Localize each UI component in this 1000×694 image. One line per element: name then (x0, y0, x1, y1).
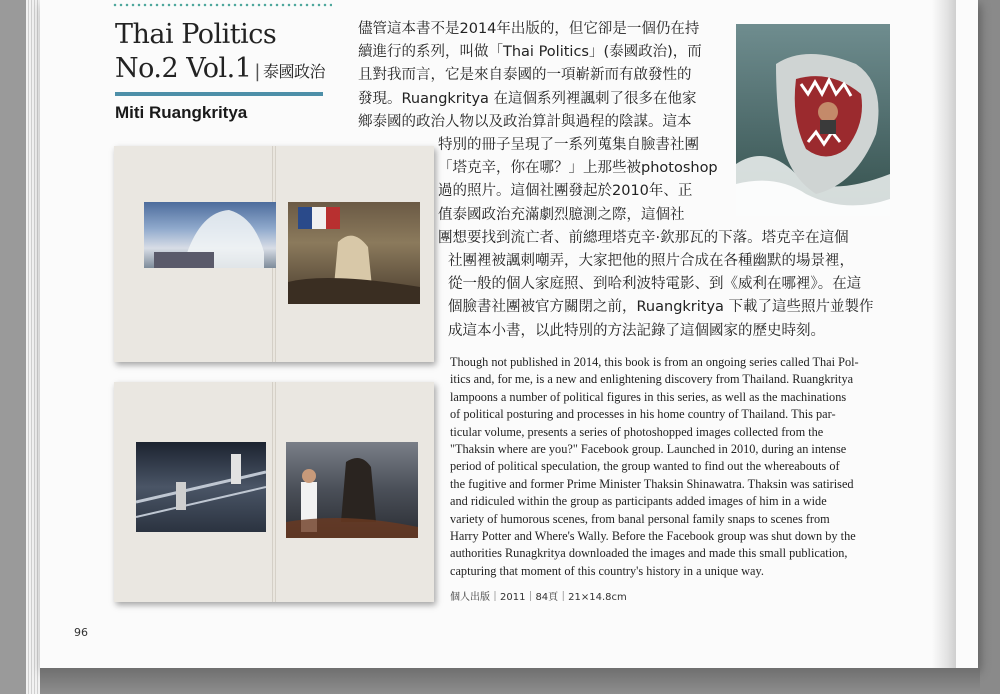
page-curl (932, 0, 956, 668)
english-line: lampoons a number of political figures in this series, as well as the machinations (450, 389, 847, 404)
english-line: authorities Runagkritya downloaded the images and made this small publication, (450, 546, 848, 561)
english-line: capturing that moment of this country's history in a unique way. (450, 563, 764, 578)
dotted-top-border (112, 3, 332, 7)
english-line: itics and, for me, is a new and enlightening discovery from Thailand. Ruangkritya (450, 372, 854, 387)
english-line: period of political speculation, the group wanted to find out the whereabouts of (450, 459, 840, 474)
title-underline (115, 92, 323, 96)
book-photo-2 (114, 382, 434, 602)
page-shadow (40, 668, 980, 694)
english-line: of political posturing and processes in his home country of Thailand. This par- (450, 407, 836, 422)
wave-photo (144, 202, 276, 268)
title-line-2 (115, 52, 335, 89)
sports-illustration (136, 442, 266, 532)
chinese-line: 從一般的個人家庭照、到哈利波特電影、到《威利在哪裡》。在這 (448, 276, 862, 293)
chinese-line: 個臉書社團被官方關閉之前，Ruangkritya 下載了這些照片並製作 (448, 299, 874, 316)
liberty-painting-photo (288, 202, 420, 304)
chinese-line: 社團裡被諷刺嘲弄，大家把他的照片合成在各種幽默的場景裡， (448, 253, 854, 270)
english-line: Harry Potter and Where's Wally. Before the Facebook group was shut down by the (450, 529, 856, 544)
chinese-line: 成這本小書，以此特別的方法記錄了這個國家的歷史時刻。 (448, 322, 825, 339)
chinese-line: 且對我而言，它是來自泰國的一項嶄新而有啟發性的 (358, 67, 692, 84)
chinese-line: 續進行的系列，叫做「Thai Politics」(泰國政治)，而 (358, 44, 702, 61)
chinese-line: 發現。Ruangkritya 在這個系列裡諷刺了很多在他家 (358, 90, 697, 107)
chinese-line: 值泰國政治充滿劇烈臆測之際，這個社 (438, 206, 685, 223)
chinese-line: 過的照片。這個社團發起於2010年、正 (438, 183, 693, 200)
title-volume: No.2 Vol.1 (115, 53, 252, 84)
book-photo-1 (114, 146, 434, 362)
english-paragraph (450, 354, 890, 580)
godzilla-scene-photo (286, 442, 418, 538)
chinese-line: 團想要找到流亡者、前總理塔克辛·欽那瓦的下落。塔克辛在這個 (438, 229, 849, 246)
english-line: Though not published in 2014, this book is from an ongoing series called Thai Pol- (450, 355, 859, 369)
wave-illustration (144, 202, 276, 268)
author-name: Miti Ruangkritya (115, 103, 248, 122)
painting-illustration (288, 202, 420, 304)
book-spine (272, 382, 276, 602)
english-line: and ridiculed within the group as participants added images of him in a wide (450, 494, 827, 509)
chinese-line: 「塔克辛，你在哪？」上那些被photoshop (438, 160, 718, 177)
chinese-paragraph (358, 18, 893, 343)
english-line: variety of humorous scenes, from banal personal family snaps to scenes from (450, 511, 830, 526)
chinese-line: 特別的冊子呈現了一系列蒐集自臉書社團 (438, 137, 699, 154)
godzilla-illustration (286, 442, 418, 538)
english-line: the fugitive and former Prime Minister Thaksin Shinawatra. Thaksin was satirised (450, 476, 854, 491)
english-line: "Thaksin where are you?" Facebook group. Launched in 2010, during an intense (450, 442, 847, 457)
title-line-1: Thai Politics (115, 19, 277, 50)
book-metadata: 個人出版｜2011｜84頁｜21×14.8cm (450, 592, 627, 603)
page-number: 96 (74, 626, 88, 639)
title-separator: | (254, 61, 260, 82)
article-title (115, 18, 335, 89)
chinese-line: 鄉泰國的政治人物以及政治算計與過程的陰謀。這本 (358, 113, 692, 130)
chinese-line: 儘管這本書不是2014年出版的，但它卻是一個仍在持 (358, 21, 700, 37)
sports-scene-photo (136, 442, 266, 532)
title-chinese: 泰國政治 (263, 62, 326, 81)
english-line: ticular volume, presents a series of photoshopped images collected from the (450, 424, 824, 439)
